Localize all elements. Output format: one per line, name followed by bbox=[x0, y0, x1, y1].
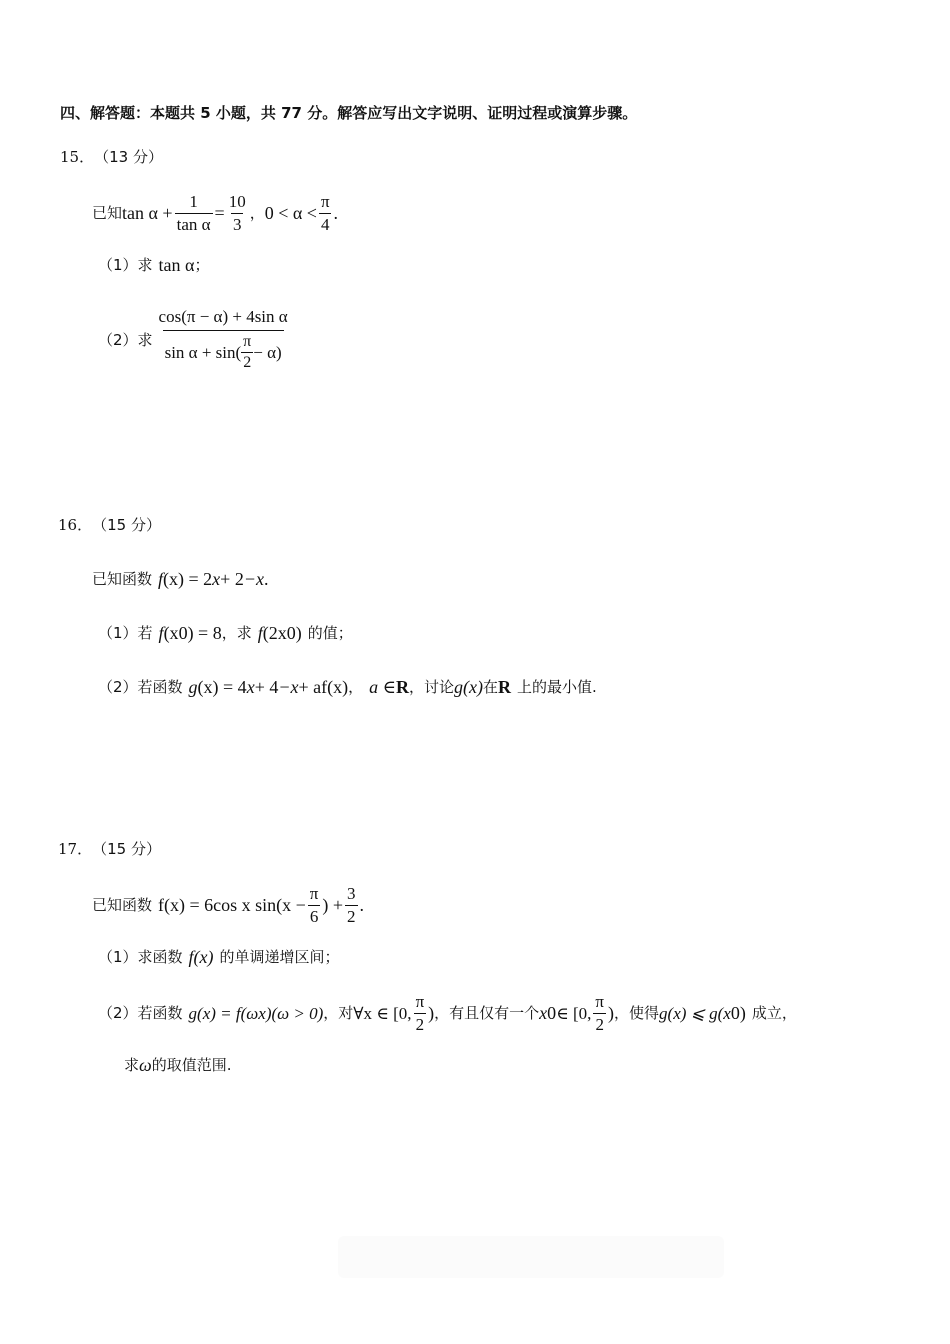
q17-p2-x0: x bbox=[539, 1003, 548, 1023]
q17-p2-close1: ) bbox=[428, 1003, 435, 1023]
q16-given-prefix: 已知函数 bbox=[92, 569, 153, 588]
q16-p2-g: g bbox=[188, 677, 198, 697]
q15-given-prefix: 已知 bbox=[92, 203, 123, 222]
q16-given: 已知函数 f (x) = 2 x + 2 −x . bbox=[92, 569, 269, 589]
q17-p2-cont-a: 求 bbox=[124, 1055, 140, 1074]
q15-p2-den-a: sin α + sin( bbox=[164, 343, 242, 362]
q16-p1-target-b: (2x bbox=[262, 623, 287, 643]
q17-p2-end: 成立， bbox=[751, 1003, 797, 1022]
footer-watermark-area bbox=[338, 1236, 724, 1278]
q15-p1-end: ； bbox=[194, 255, 210, 274]
q17-p2-a: ，对 bbox=[323, 1003, 354, 1022]
q16-p2-mid: ，讨论 bbox=[408, 677, 454, 696]
q17-given bbox=[92, 882, 364, 928]
q15-header bbox=[60, 150, 163, 165]
q17-p2-frac1-den: 2 bbox=[415, 1014, 425, 1034]
q15-p2-den-frac-num: π bbox=[243, 332, 252, 350]
q15-frac2-num: 10 bbox=[228, 191, 246, 211]
q17-p2-c: ，使得 bbox=[614, 1003, 660, 1022]
q17-p2-label: （2）若函数 bbox=[98, 1003, 183, 1022]
q16-fdef-c: + 2 bbox=[220, 569, 244, 589]
section-heading bbox=[60, 106, 637, 121]
q16-p1-cond-c: ) = 8 bbox=[187, 623, 222, 643]
q16-score: （15 分） bbox=[92, 516, 161, 534]
q17-p2-ineq-b: ) bbox=[739, 1003, 746, 1023]
q17-fdef-b: ) + bbox=[322, 895, 344, 915]
q15-p2-num: cos(π − α) + 4sin α bbox=[158, 306, 288, 326]
q15-p2-fraction bbox=[157, 308, 290, 372]
q15-frac-1-over-tan bbox=[175, 193, 213, 234]
q16-p2-comma: ， bbox=[348, 677, 364, 696]
q17-frac1-den: 6 bbox=[309, 906, 319, 926]
q15-range: 0 < α < bbox=[264, 203, 317, 223]
q16-f: f bbox=[158, 569, 164, 589]
q17-p1-label: （1）求函数 bbox=[98, 947, 183, 966]
q16-p2-R2: R bbox=[497, 677, 511, 697]
q16-header bbox=[58, 518, 161, 533]
q17-p2-frac1-num: π bbox=[415, 991, 425, 1011]
q15-part2 bbox=[98, 304, 292, 376]
q16-p2-end: 上的最小值. bbox=[516, 677, 597, 696]
q15-part1 bbox=[98, 256, 209, 274]
q15-p2-den-frac bbox=[241, 334, 253, 373]
q16-p2-g-d: + af(x) bbox=[298, 677, 349, 697]
q17-p2-cont-b: 的取值范围. bbox=[151, 1055, 232, 1074]
q15-number: 15． bbox=[60, 148, 95, 166]
q17-frac1-num: π bbox=[309, 883, 319, 903]
q15-eq: = bbox=[214, 203, 225, 223]
q17-fdef-end: . bbox=[359, 895, 365, 915]
q16-p1-target-c: ) bbox=[295, 623, 302, 643]
q15-p2-den bbox=[163, 330, 284, 373]
q15-p2-den-b: − α) bbox=[253, 343, 282, 362]
q17-p2-frac1 bbox=[414, 993, 427, 1034]
q15-period: . bbox=[333, 203, 339, 223]
q17-p1-end: 的单调递增区间； bbox=[219, 947, 340, 966]
q17-part1 bbox=[98, 948, 340, 966]
q15-given bbox=[92, 190, 338, 236]
q16-p2-R: R bbox=[395, 677, 409, 697]
q16-p1-end: 的值； bbox=[307, 623, 353, 642]
q16-p2-in: 在 bbox=[482, 677, 498, 696]
q16-p1-mid: ，求 bbox=[221, 623, 252, 642]
q16-p1-cond-b: (x bbox=[163, 623, 179, 643]
q15-comma: ， bbox=[249, 203, 265, 222]
q17-frac2-den: 2 bbox=[347, 906, 356, 926]
q17-p2-b: ，有且仅有一个 bbox=[434, 1003, 540, 1022]
q17-p2-ineq-a: g(x) ⩽ g(x bbox=[659, 1003, 731, 1023]
q17-frac2-num: 3 bbox=[347, 883, 356, 903]
q15-frac1-num: 1 bbox=[189, 191, 198, 211]
q17-part2-continued bbox=[124, 1056, 232, 1074]
q15-tan-expr: tan α + bbox=[122, 203, 173, 223]
q16-p1-target-f: f bbox=[257, 623, 263, 643]
q15-frac2-den: 3 bbox=[232, 214, 242, 234]
q16-p2-a: a ∈ bbox=[369, 677, 396, 697]
q17-p1-expr: f(x) bbox=[188, 947, 214, 967]
q17-p2-frac2-num: π bbox=[595, 991, 605, 1011]
q17-p2-frac2-den: 2 bbox=[595, 1014, 604, 1034]
q17-p2-in: ∈ [0, bbox=[556, 1003, 592, 1023]
q17-number: 17． bbox=[58, 840, 93, 858]
q16-p2-g-b: (x) = 4 bbox=[197, 677, 247, 697]
q15-frac-10-3 bbox=[227, 193, 248, 234]
q16-p1-label: （1）若 bbox=[98, 623, 153, 642]
q15-frac3-num: π bbox=[320, 191, 330, 211]
q16-p2-label: （2）若函数 bbox=[98, 677, 183, 696]
q17-frac-3-2 bbox=[345, 885, 358, 926]
q17-p2-g: g(x) = f(ωx)(ω > 0) bbox=[188, 1003, 324, 1023]
q16-p2-g-c: + 4 bbox=[254, 677, 279, 697]
q17-p2-close2: ) bbox=[608, 1003, 615, 1023]
q16-fdef-end: . bbox=[263, 569, 269, 589]
q15-frac1-den: tan α bbox=[176, 214, 211, 234]
q17-header bbox=[58, 842, 161, 857]
q16-p2-gx: g(x) bbox=[453, 677, 483, 697]
q17-p2-frac2 bbox=[593, 993, 606, 1034]
q16-p1-cond-f: f bbox=[158, 623, 164, 643]
q16-part1: （1）若 f (x 0 ) = 8 ，求 f (2x 0 ) 的值； bbox=[98, 623, 353, 643]
q15-p1-label: （1）求 bbox=[98, 255, 153, 274]
q16-fdef-b: (x) = 2 bbox=[163, 569, 213, 589]
q15-frac3-den: 4 bbox=[320, 214, 330, 234]
q17-given-prefix: 已知函数 bbox=[92, 895, 153, 914]
q15-frac-pi-4 bbox=[319, 193, 332, 234]
q15-p1-expr: tan α bbox=[158, 255, 195, 275]
q17-fdef-a: f(x) = 6cos x sin(x − bbox=[158, 895, 306, 915]
q15-score: （13 分） bbox=[94, 148, 163, 166]
q16-number: 16． bbox=[58, 516, 93, 534]
q15-p2-den-frac-den: 2 bbox=[243, 354, 252, 372]
q17-part2: （2）若函数 g(x) = f(ωx)(ω > 0) ，对 ∀x ∈ [0, $\frac{\pi}{2}$ ) ，有且仅有一个 x 0 ∈ [0, $\frac{\pi}{2}$ ) ，使得 g(x) ⩽ g(x 0 ) 成立， bbox=[98, 991, 797, 1034]
q17-p2-omega: ω bbox=[139, 1055, 152, 1075]
q17-frac-pi-6 bbox=[308, 885, 321, 926]
q17-p2-forall: ∀x ∈ [0, bbox=[353, 1003, 412, 1023]
q15-p2-label: （2）求 bbox=[98, 330, 153, 349]
q17-score: （15 分） bbox=[92, 840, 161, 858]
q16-part2: （2）若函数 g (x) = 4 x + 4 −x + af(x) ， a ∈ R ，讨论 g(x) 在 R 上的最小值. bbox=[98, 677, 597, 697]
section-heading-text: 四、解答题：本题共 5 小题，共 77 分。解答应写出文字说明、证明过程或演算步骤。 bbox=[60, 104, 638, 122]
